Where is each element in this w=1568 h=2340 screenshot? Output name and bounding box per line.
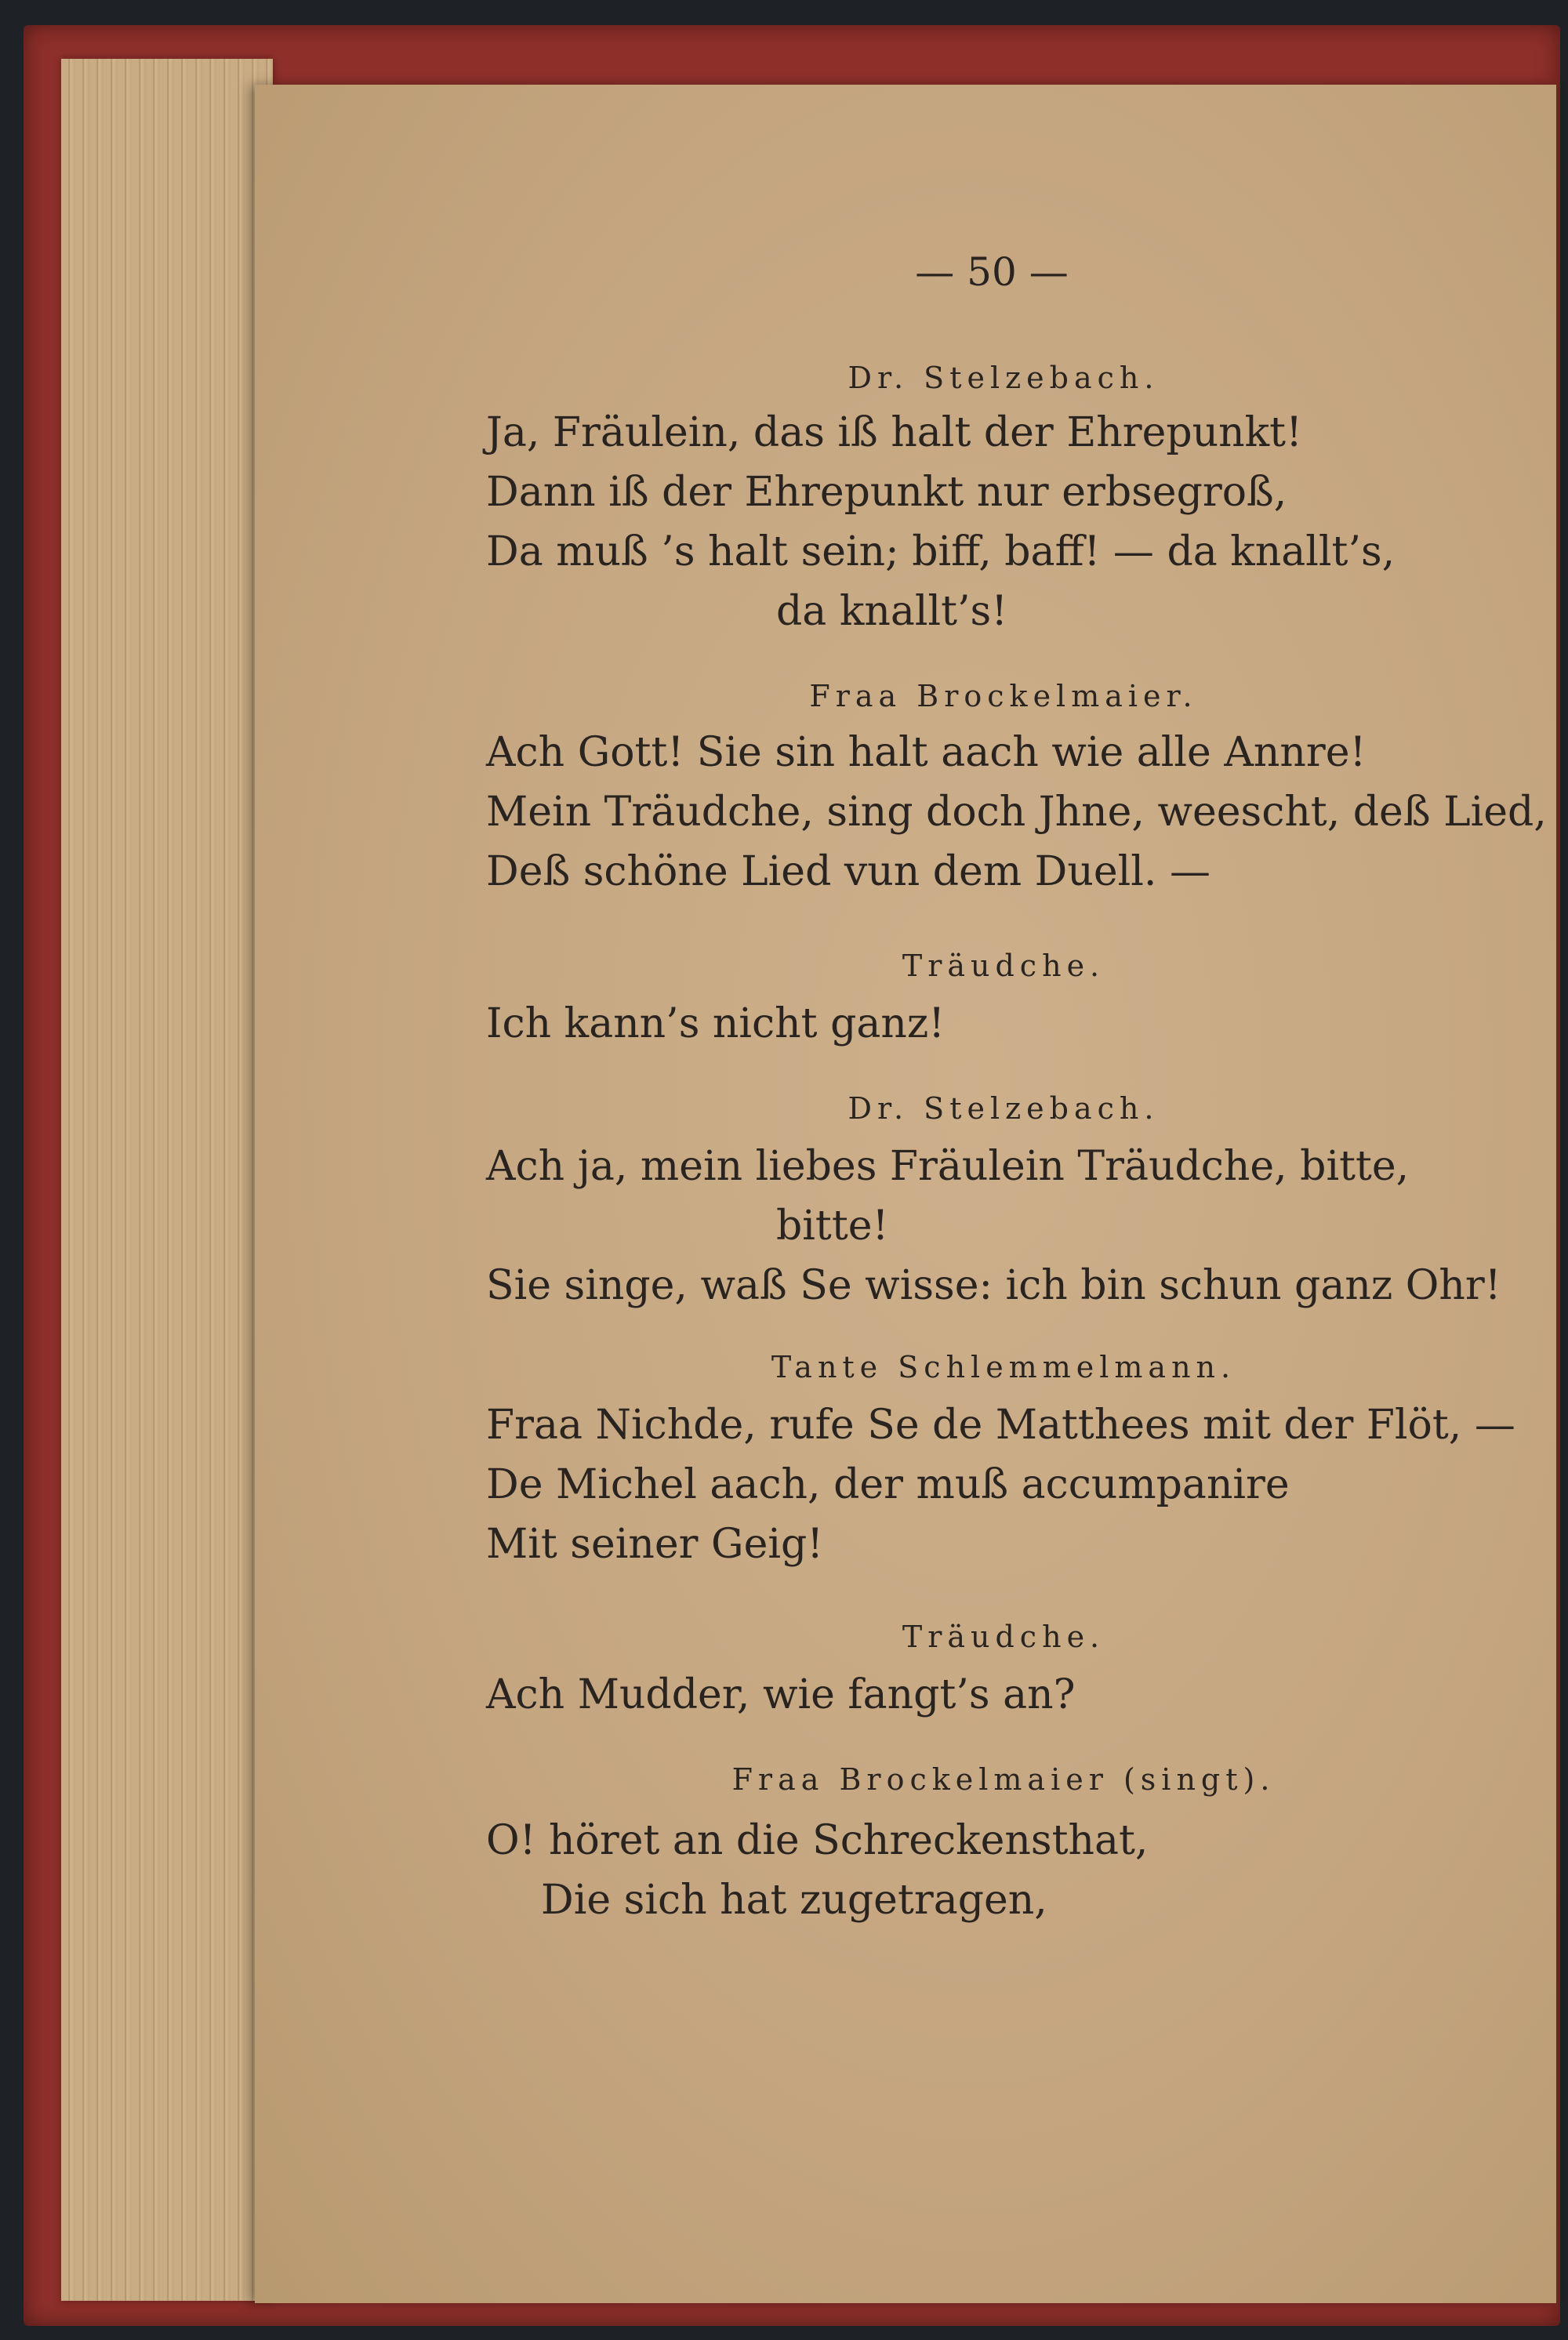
verse-line: Dann iß der Ehrepunkt nur erbsegroß, <box>486 469 1287 516</box>
verse-line: Mit seiner Geig! <box>486 1521 824 1568</box>
verse-line: Deß schöne Lied vun dem Duell. — <box>486 848 1210 895</box>
verse-line: Ja, Fräulein, das iß halt der Ehrepunkt! <box>486 409 1302 456</box>
verse-line: Da muß ’s halt sein; biff, baff! — da knallt’s, <box>486 528 1396 575</box>
verse-line: Fraa Nichde, rufe Se de Matthees mit der Flöt, — <box>486 1402 1515 1449</box>
verse-line: Ach ja, mein liebes Fräulein Träudche, bitte, <box>486 1143 1410 1190</box>
verse-line: Ach Gott! Sie sin halt aach wie alle Annre! <box>486 729 1367 776</box>
verse-line: Die sich hat zugetragen, <box>541 1877 1047 1924</box>
page-text <box>486 251 1547 1930</box>
verse-line: Ich kann’s nicht ganz! <box>486 1000 946 1047</box>
speaker-name: Dr. Stelzebach. <box>848 1091 1160 1126</box>
verse-line: Mein Träudche, sing doch Jhne, weescht, deß Lied, <box>486 789 1547 836</box>
speaker-name: Tante Schlemmelmann. <box>771 1350 1236 1384</box>
page-edges <box>61 59 273 2301</box>
page-number: — 50 — <box>915 249 1069 295</box>
verse-line: O! höret an die Schreckensthat, <box>486 1817 1149 1864</box>
speaker-name: Träudche. <box>902 949 1105 983</box>
verse-line: bitte! <box>776 1203 889 1250</box>
speaker-name: Träudche. <box>902 1620 1105 1654</box>
speaker-name: Fraa Brockelmaier (singt). <box>731 1762 1276 1797</box>
speaker-name: Fraa Brockelmaier. <box>809 679 1198 713</box>
speaker-name: Dr. Stelzebach. <box>848 361 1160 395</box>
verse-line: da knallt’s! <box>776 588 1008 635</box>
verse-line: Ach Mudder, wie fangt’s an? <box>486 1671 1076 1718</box>
verse-line: De Michel aach, der muß accumpanire <box>486 1461 1290 1508</box>
verse-line: Sie singe, waß Se wisse: ich bin schun ganz Ohr! <box>486 1262 1501 1309</box>
